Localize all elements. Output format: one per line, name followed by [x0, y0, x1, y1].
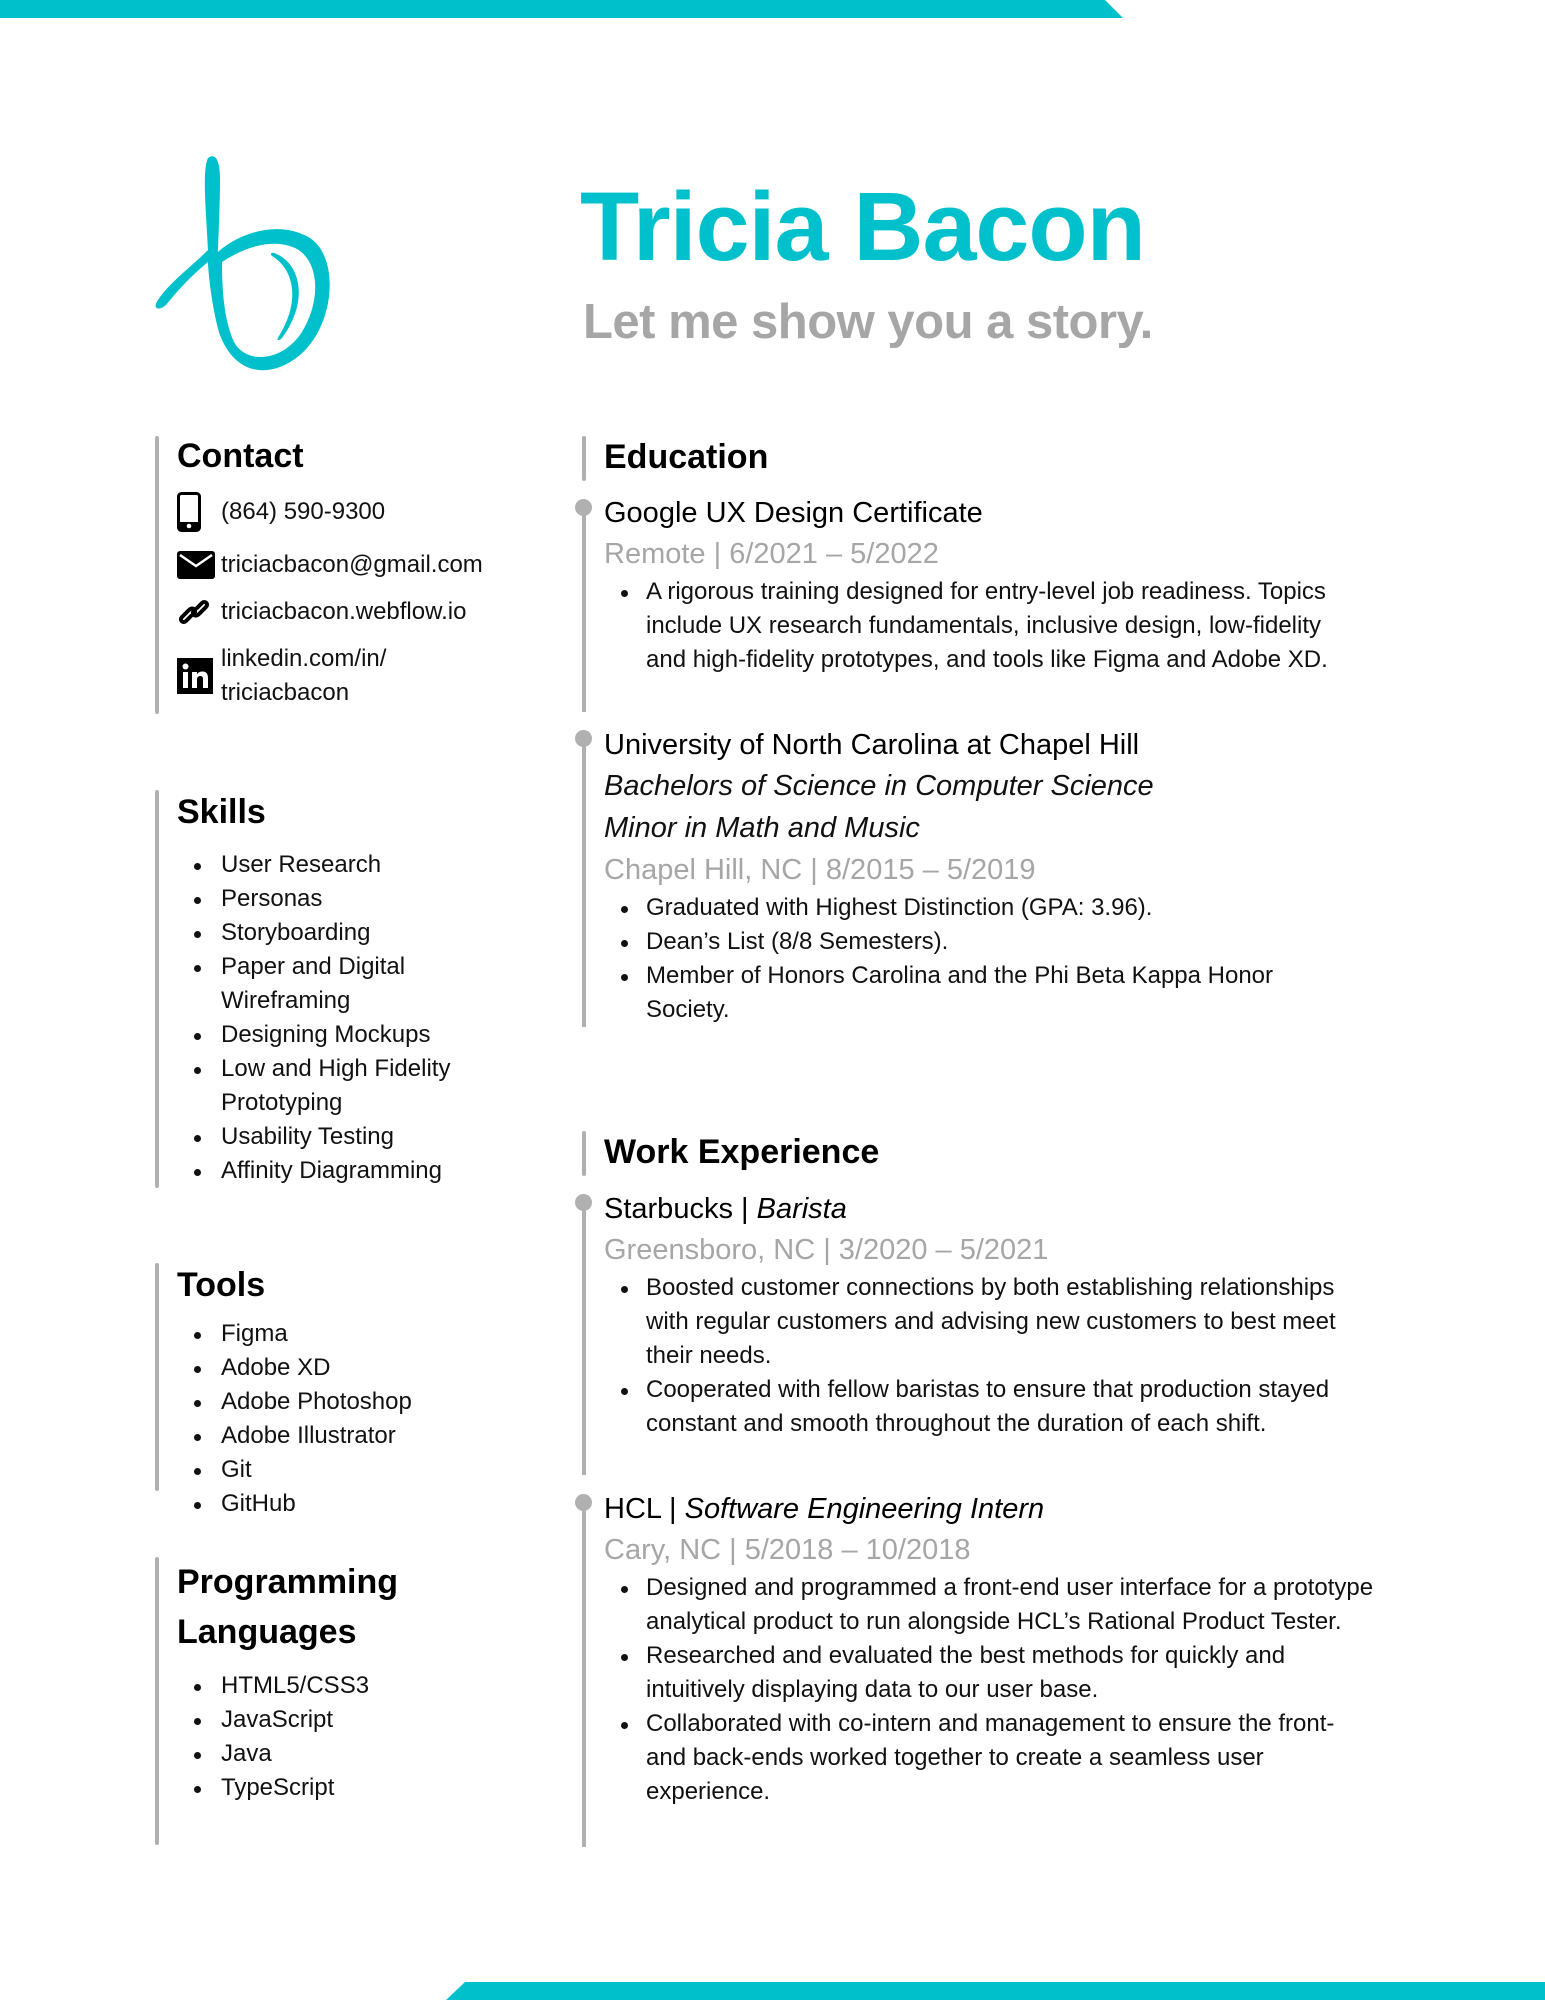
entry-bullets — [604, 575, 1364, 677]
bullet-item: Researched and evaluated the best methods for quickly and intuitively displaying data to our user base. — [604, 1639, 1374, 1707]
section-title-programming — [177, 1557, 398, 1657]
contact-phone[interactable] — [177, 490, 483, 534]
entry-location-dates: Chapel Hill, NC | 8/2015 – 5/2019 — [604, 854, 1036, 886]
tools-section — [155, 1263, 575, 1517]
contact-website[interactable] — [177, 590, 483, 634]
bullet-item: Collaborated with co-intern and management to ensure the front- and back-ends worked together to create a seamless user experience. — [604, 1707, 1374, 1809]
phone-number: (864) 590-9300 — [221, 498, 386, 525]
section-title-skills: Skills — [177, 793, 266, 831]
entry-location-dates: Cary, NC | 5/2018 – 10/2018 — [604, 1534, 971, 1566]
work-entry — [604, 1189, 1394, 1441]
top-accent-bar — [0, 0, 1123, 18]
timeline-line — [582, 506, 586, 712]
skill-item: Storyboarding — [177, 916, 517, 950]
linkedin-url-line2: triciacbacon — [221, 679, 350, 706]
bullet-item: Member of Honors Carolina and the Phi Beta Kappa Honor Society. — [604, 959, 1324, 1027]
section-rule — [155, 436, 159, 714]
mail-icon — [177, 551, 221, 579]
entry-location-dates: Greensboro, NC | 3/2020 – 5/2021 — [604, 1234, 1049, 1266]
tool-item: Adobe Illustrator — [177, 1419, 412, 1453]
skill-item: Paper and Digital Wireframing — [177, 950, 421, 1018]
section-rule — [155, 1557, 159, 1845]
bullet-item: Cooperated with fellow baristas to ensure that production stayed constant and smooth throughout the duration of each shift. — [604, 1373, 1374, 1441]
entry-title: Google UX Design Certificate — [604, 497, 983, 529]
entry-bullets — [604, 1571, 1374, 1809]
monogram-b-logo-icon — [150, 150, 350, 380]
tool-item: Figma — [177, 1317, 412, 1351]
entry-location-dates: Remote | 6/2021 – 5/2022 — [604, 538, 939, 570]
phone-icon — [177, 492, 221, 532]
skill-item: Affinity Diagramming — [177, 1154, 517, 1188]
linkedin-icon — [177, 658, 221, 694]
linkedin-url — [221, 642, 386, 710]
title-separator: | — [732, 1193, 757, 1225]
section-rule — [155, 1263, 159, 1491]
timeline-line — [582, 1201, 586, 1475]
title-line1: Programming — [177, 1563, 399, 1601]
title-line2: Languages — [177, 1613, 357, 1651]
email-address: triciacbacon@gmail.com — [221, 551, 483, 578]
language-item: Java — [177, 1737, 398, 1771]
entry-title: University of North Carolina at Chapel Hill — [604, 729, 1140, 761]
section-rule — [582, 1131, 586, 1176]
section-rule — [155, 790, 159, 1188]
tagline: Let me show you a story. — [583, 295, 1153, 349]
section-title-contact: Contact — [177, 437, 304, 475]
title-separator: | — [660, 1493, 685, 1525]
entry-title — [604, 1189, 1394, 1229]
section-title-tools: Tools — [177, 1266, 266, 1304]
candidate-name: Tricia Bacon — [580, 172, 1145, 281]
bullet-item: Boosted customer connections by both establishing relationships with regular customers and advising new customers to best meet their needs. — [604, 1271, 1374, 1373]
bottom-accent-bar — [446, 1982, 1545, 2000]
entry-degree: Bachelors of Science in Computer Science — [604, 770, 1154, 802]
section-title-education: Education — [604, 438, 769, 476]
job-role: Barista — [756, 1193, 847, 1225]
bullet-item: Graduated with Highest Distinction (GPA: 3.96). — [604, 891, 1324, 925]
tools-list — [177, 1317, 412, 1521]
linkedin-url-line1: linkedin.com/in/ — [221, 645, 387, 672]
education-entry — [604, 493, 1394, 677]
language-item: TypeScript — [177, 1771, 398, 1805]
work-entry — [604, 1489, 1394, 1809]
section-rule — [582, 436, 586, 481]
contact-section — [155, 436, 575, 716]
website-url: triciacbacon.webflow.io — [221, 598, 467, 625]
company-name: HCL — [604, 1493, 661, 1525]
tool-item: Adobe XD — [177, 1351, 412, 1385]
bullet-item: Dean’s List (8/8 Semesters). — [604, 925, 1324, 959]
bullet-item: Designed and programmed a front-end user interface for a prototype analytical product to run alongside HCL’s Rational Product Tester. — [604, 1571, 1374, 1639]
entry-bullets — [604, 1271, 1374, 1441]
entry-bullets — [604, 891, 1324, 1027]
language-item: HTML5/CSS3 — [177, 1669, 398, 1703]
section-title-work: Work Experience — [604, 1133, 880, 1171]
tool-item: Git — [177, 1453, 412, 1487]
skill-item: Low and High Fidelity Prototyping — [177, 1052, 451, 1120]
skill-item: Personas — [177, 882, 517, 916]
contact-email[interactable] — [177, 540, 483, 590]
skill-item: User Research — [177, 848, 517, 882]
timeline-line — [582, 1501, 586, 1847]
company-name: Starbucks — [604, 1193, 733, 1225]
skills-list — [177, 848, 517, 1188]
skill-item: Designing Mockups — [177, 1018, 517, 1052]
programming-section — [155, 1557, 575, 1847]
job-role: Software Engineering Intern — [684, 1493, 1045, 1525]
work-section — [583, 1131, 1403, 1851]
language-item: JavaScript — [177, 1703, 398, 1737]
skill-item: Usability Testing — [177, 1120, 517, 1154]
entry-title — [604, 1489, 1394, 1529]
contact-linkedin[interactable] — [177, 638, 483, 714]
programming-list — [177, 1669, 398, 1805]
education-entry — [604, 725, 1394, 1027]
skills-section — [155, 790, 575, 1190]
bullet-item: A rigorous training designed for entry-level job readiness. Topics include UX research fundamentals, inclusive design, low-fidelity and high-fidelity prototypes, and tools like Figma and Adobe XD. — [604, 575, 1364, 677]
tool-item: GitHub — [177, 1487, 412, 1521]
timeline-line — [582, 736, 586, 1027]
link-icon — [177, 596, 221, 628]
entry-minor: Minor in Math and Music — [604, 812, 920, 844]
tool-item: Adobe Photoshop — [177, 1385, 412, 1419]
education-section — [583, 436, 1403, 1036]
